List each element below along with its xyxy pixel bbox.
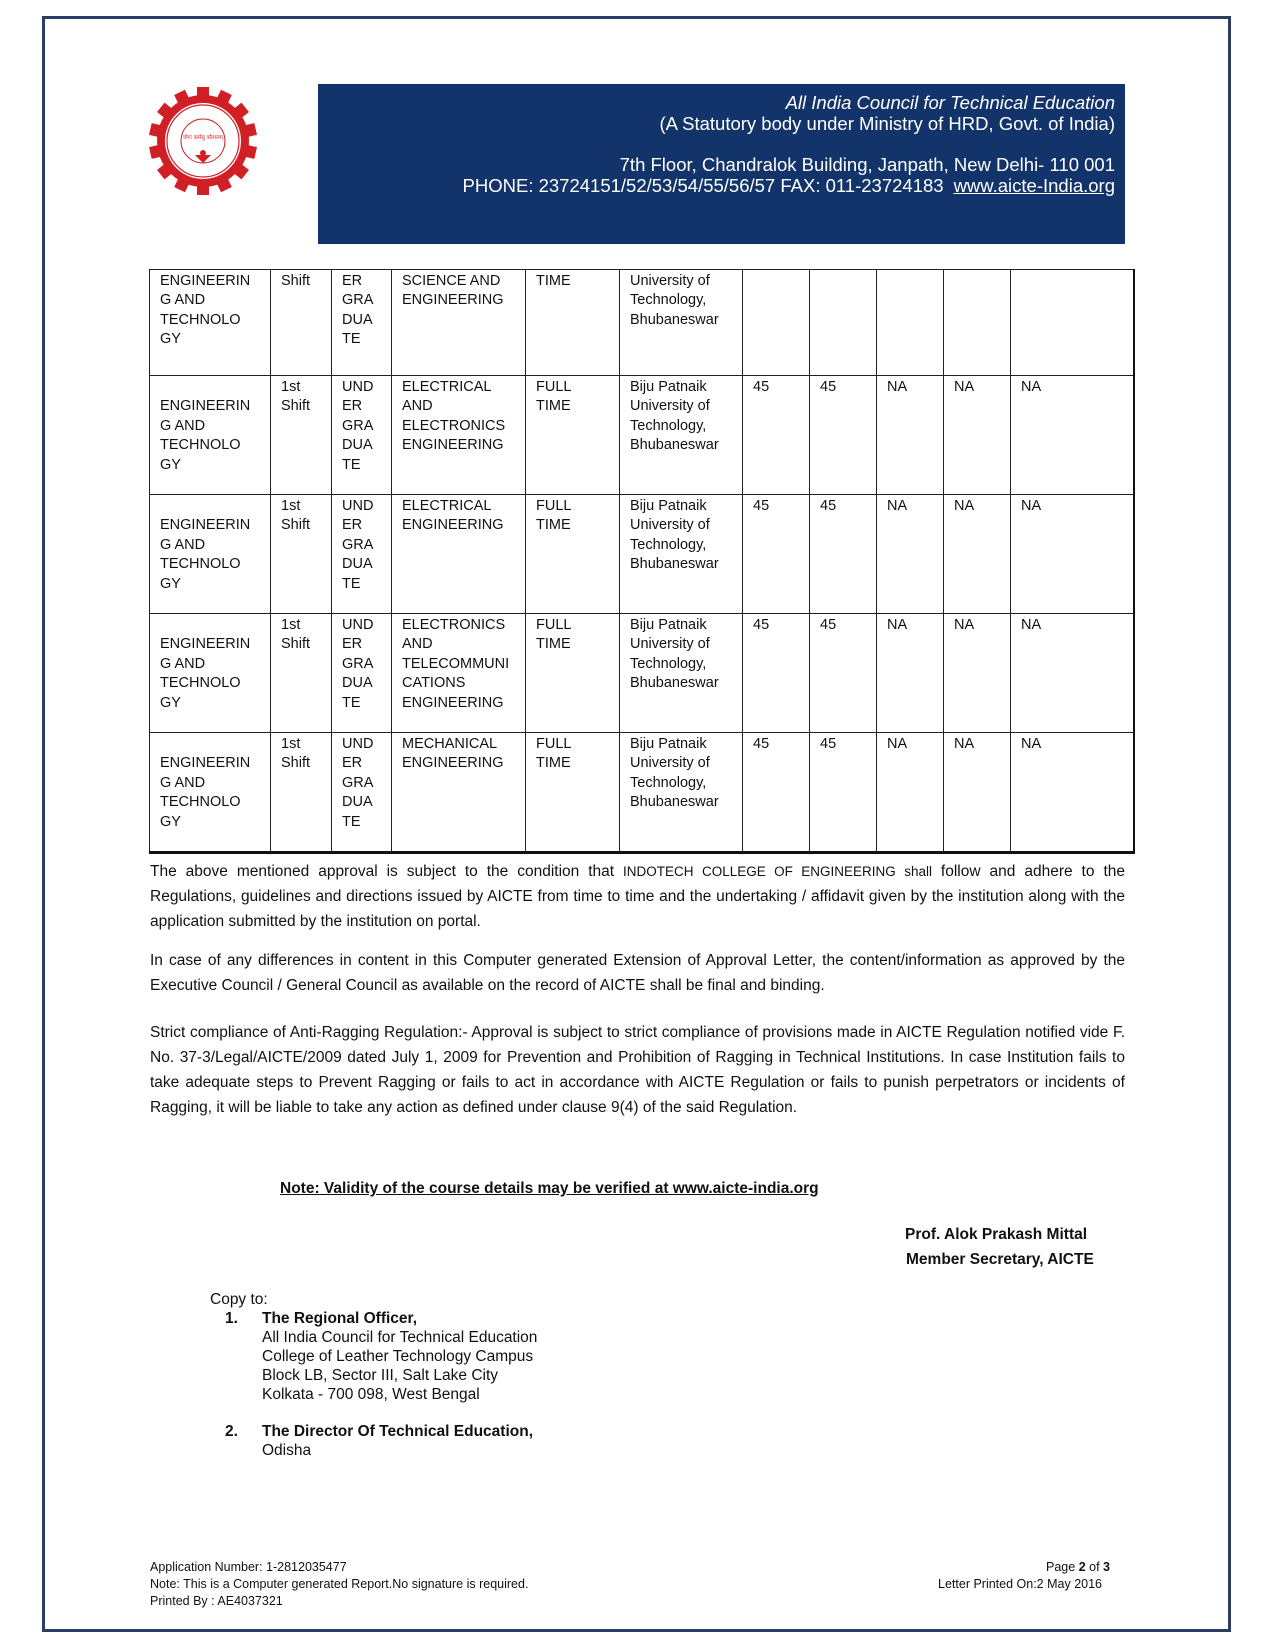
shift-cell: [271, 270, 332, 376]
cell-text: Technology,: [630, 655, 707, 672]
copy-to-item: [210, 1422, 537, 1460]
mode-cell: [526, 614, 620, 733]
application-number: Application Number: 1-2812035477: [150, 1560, 347, 1574]
cell-text: Shift: [281, 398, 311, 415]
org-contact: PHONE: 23724151/52/53/54/55/56/57 FAX: 011-23724183: [462, 175, 944, 196]
cell-text: Bhubaneswar: [630, 794, 719, 811]
cell-text: 1st: [281, 379, 301, 395]
course-table-body: [150, 270, 1135, 853]
value-cell: NA: [1011, 614, 1135, 733]
cell-text: CATIONS: [402, 675, 466, 692]
org-contact-line: [318, 175, 1115, 196]
cell-text: ELECTRONICS: [402, 417, 506, 434]
table-row: [150, 495, 1135, 614]
copy-to-title: The Regional Officer,: [262, 1310, 418, 1327]
cell-text: Technology,: [630, 536, 707, 553]
org-address: 7th Floor, Chandralok Building, Janpath, New Delhi- 110 001: [619, 154, 1115, 175]
cell-text: Bhubaneswar: [630, 311, 719, 328]
shift-cell: [271, 614, 332, 733]
cell-text: Biju Patnaik: [630, 379, 707, 395]
shift-cell: [271, 733, 332, 853]
value-cell: NA: [877, 733, 944, 853]
cell-text: ENGINEERIN: [160, 755, 251, 772]
cell-text: Technology,: [630, 417, 707, 434]
cell-text: ELECTRICAL: [402, 498, 492, 514]
cell-text: G AND: [160, 774, 206, 791]
value-cell: NA: [1011, 376, 1135, 495]
value-cell: [944, 270, 1011, 376]
cell-text: DUA: [342, 556, 373, 573]
value-cell: 45: [810, 614, 877, 733]
cell-text: ER: [342, 517, 363, 534]
cell-text: GY: [160, 456, 181, 473]
value-cell: [810, 270, 877, 376]
signatory-name: Prof. Alok Prakash Mittal: [905, 1226, 1088, 1243]
cell-text: SCIENCE AND: [402, 273, 501, 289]
cell-text: FULL: [536, 498, 572, 514]
cell-text: GY: [160, 694, 181, 711]
copy-to-line: Kolkata - 700 098, West Bengal: [262, 1386, 480, 1403]
value-cell: 45: [810, 733, 877, 853]
level-cell: [332, 495, 392, 614]
cell-text: UND: [342, 617, 374, 633]
mode-cell: [526, 376, 620, 495]
copy-to-item: [210, 1309, 537, 1404]
cell-text: ER: [342, 398, 363, 415]
cell-text: AND: [402, 636, 433, 653]
cell-text: TIME: [536, 636, 571, 653]
copy-to-number: 2.: [225, 1423, 238, 1440]
page-of: of: [1089, 1560, 1100, 1574]
university-cell: [620, 614, 743, 733]
cell-text: TE: [342, 331, 361, 348]
table-row: [150, 614, 1135, 733]
cell-text: ENGINEERIN: [160, 636, 251, 653]
org-status: (A Statutory body under Ministry of HRD, Govt. of India): [659, 113, 1115, 134]
cell-text: Bhubaneswar: [630, 556, 719, 573]
table-row: [150, 376, 1135, 495]
cell-text: GY: [160, 331, 181, 348]
cell-text: ELECTRICAL: [402, 379, 492, 395]
course-cell: [392, 733, 526, 853]
printed-by: Printed By : AE4037321: [150, 1594, 283, 1608]
value-cell: 45: [810, 376, 877, 495]
cell-text: Biju Patnaik: [630, 617, 707, 633]
cell-text: 1st: [281, 617, 301, 633]
cell-text: TE: [342, 813, 361, 830]
university-cell: [620, 733, 743, 853]
p1-text-before: The above mentioned approval is subject to the condition that: [150, 863, 624, 880]
copy-to-line: College of Leather Technology Campus: [262, 1348, 534, 1365]
program-cell: [150, 270, 271, 376]
cell-text: GRA: [342, 655, 374, 672]
cell-text: G AND: [160, 655, 206, 672]
cell-text: TIME: [536, 273, 571, 289]
copy-to-line: Odisha: [262, 1442, 312, 1459]
cell-text: TECHNOLO: [160, 556, 241, 573]
cell-text: TIME: [536, 517, 571, 534]
cell-text: Technology,: [630, 774, 707, 791]
cell-text: ENGINEERIN: [160, 398, 251, 415]
cell-text: University of: [630, 636, 710, 653]
cell-text: TE: [342, 456, 361, 473]
svg-text:योगः कर्मसु कौशलम्: योगः कर्मसु कौशलम्: [183, 135, 223, 141]
cell-text: FULL: [536, 379, 572, 395]
website-link[interactable]: www.aicte-India.org: [953, 175, 1115, 196]
cell-text: DUA: [342, 794, 373, 811]
value-cell: NA: [1011, 733, 1135, 853]
cell-text: Shift: [281, 273, 311, 289]
anti-ragging-paragraph: Strict compliance of Anti-Ragging Regulation:- Approval is subject to strict compliance of provisions made in AICTE Regulation notified vide F. No. 37-3/Legal/AICTE/2009 dated July 1, 2009 for Prevention and Prohibition of Ragging in Technical Institutions. In case Institution fails to take adequate steps to Prevent Ragging or fails to act in accordance with AICTE Regulation or fails to punish perpetrators or incidents of Ragging, it will be liable to take any action as defined under clause 9(4) of the said Regulation.: [150, 1024, 1125, 1116]
copy-to-number: 1.: [225, 1310, 238, 1327]
cell-text: AND: [402, 398, 433, 415]
cell-text: 1st: [281, 498, 301, 514]
copy-to-line: All India Council for Technical Education: [262, 1329, 538, 1346]
cell-text: ER: [342, 273, 363, 289]
shift-cell: [271, 376, 332, 495]
page-indicator: [938, 1559, 1110, 1576]
cell-text: Technology,: [630, 292, 707, 309]
computer-generated-note: Note: This is a Computer generated Report.No signature is required.: [150, 1577, 529, 1591]
program-cell: [150, 495, 271, 614]
cell-text: Biju Patnaik: [630, 736, 707, 752]
value-cell: [877, 270, 944, 376]
cell-text: Bhubaneswar: [630, 437, 719, 454]
cell-text: Shift: [281, 755, 311, 772]
copy-to-title: The Director Of Technical Education,: [262, 1423, 534, 1440]
cell-text: TECHNOLO: [160, 675, 241, 692]
cell-text: TE: [342, 694, 361, 711]
shift-cell: [271, 495, 332, 614]
level-cell: [332, 733, 392, 853]
footer-left: [150, 1559, 528, 1610]
university-cell: [620, 495, 743, 614]
value-cell: 45: [810, 495, 877, 614]
copy-to-label: Copy to:: [210, 1291, 268, 1308]
copy-to-line: Block LB, Sector III, Salt Lake City: [262, 1367, 499, 1384]
cell-text: ENGINEERING: [402, 694, 504, 711]
level-cell: [332, 614, 392, 733]
cell-text: University of: [630, 273, 710, 289]
value-cell: 45: [743, 614, 810, 733]
cell-text: ENGINEERIN: [160, 273, 251, 289]
value-cell: NA: [1011, 495, 1135, 614]
letter-printed-on: Letter Printed On:2 May 2016: [938, 1577, 1102, 1591]
cell-text: UND: [342, 379, 374, 395]
course-cell: [392, 614, 526, 733]
aicte-logo: [148, 86, 258, 196]
cell-text: 1st: [281, 736, 301, 752]
cell-text: ENGINEERING: [402, 517, 504, 534]
cell-text: Bhubaneswar: [630, 675, 719, 692]
cell-text: Biju Patnaik: [630, 498, 707, 514]
value-cell: NA: [944, 495, 1011, 614]
course-table: [149, 269, 1135, 854]
cell-text: G AND: [160, 292, 206, 309]
value-cell: [743, 270, 810, 376]
cell-text: TIME: [536, 398, 571, 415]
cell-text: GRA: [342, 774, 374, 791]
cell-text: UND: [342, 498, 374, 514]
value-cell: 45: [743, 495, 810, 614]
course-cell: [392, 270, 526, 376]
cell-text: G AND: [160, 417, 206, 434]
cell-text: TIME: [536, 755, 571, 772]
cell-text: UND: [342, 736, 374, 752]
cell-text: ELECTRONICS: [402, 617, 506, 633]
cell-text: TECHNOLO: [160, 437, 241, 454]
value-cell: NA: [944, 614, 1011, 733]
validity-note[interactable]: Note: Validity of the course details may be verified at www.aicte-india.org: [280, 1180, 819, 1197]
institution-name: INDOTECH COLLEGE OF ENGINEERING shall: [623, 864, 932, 879]
value-cell: 45: [743, 376, 810, 495]
cell-text: TE: [342, 575, 361, 592]
cell-text: ENGINEERING: [402, 292, 504, 309]
cell-text: University of: [630, 517, 710, 534]
cell-text: GRA: [342, 292, 374, 309]
program-cell: [150, 376, 271, 495]
program-cell: [150, 733, 271, 853]
cell-text: ENGINEERING: [402, 755, 504, 772]
header-banner: [318, 84, 1125, 244]
cell-text: TECHNOLO: [160, 794, 241, 811]
cell-text: GRA: [342, 417, 374, 434]
cell-text: GRA: [342, 536, 374, 553]
value-cell: NA: [877, 376, 944, 495]
page-label: Page: [1046, 1560, 1076, 1574]
value-cell: NA: [944, 733, 1011, 853]
page-total: 3: [1103, 1560, 1110, 1574]
cell-text: University of: [630, 398, 710, 415]
approval-condition-paragraph: [150, 859, 1125, 934]
p1-text-after: follow and adhere to the Regulations, guidelines and directions issued by AICTE from time to time and the undertaking / affidavit given by the institution along with the application submitted by the institution on portal.: [150, 863, 1125, 930]
cell-text: TELECOMMUNI: [402, 655, 510, 672]
course-cell: [392, 376, 526, 495]
value-cell: NA: [944, 376, 1011, 495]
program-cell: [150, 614, 271, 733]
signatory-title: Member Secretary, AICTE: [906, 1251, 1094, 1268]
value-cell: [1011, 270, 1135, 376]
cell-text: FULL: [536, 617, 572, 633]
footer-right: [938, 1559, 1110, 1593]
table-row: [150, 270, 1135, 376]
differences-paragraph: In case of any differences in content in this Computer generated Extension of Approval Letter, the content/information as approved by the Executive Council / General Council as available on the record of AICTE shall be final and binding.: [150, 952, 1125, 994]
value-cell: NA: [877, 614, 944, 733]
cell-text: DUA: [342, 311, 373, 328]
cell-text: ER: [342, 636, 363, 653]
page-current: 2: [1078, 1560, 1086, 1574]
cell-text: Shift: [281, 517, 311, 534]
level-cell: [332, 270, 392, 376]
table-row: [150, 733, 1135, 853]
cell-text: ENGINEERING: [402, 437, 504, 454]
course-cell: [392, 495, 526, 614]
cell-text: G AND: [160, 536, 206, 553]
cell-text: GY: [160, 813, 181, 830]
university-cell: [620, 270, 743, 376]
cell-text: FULL: [536, 736, 572, 752]
mode-cell: [526, 270, 620, 376]
cell-text: University of: [630, 755, 710, 772]
cell-text: MECHANICAL: [402, 736, 498, 752]
cell-text: Shift: [281, 636, 311, 653]
mode-cell: [526, 733, 620, 853]
cell-text: DUA: [342, 675, 373, 692]
university-cell: [620, 376, 743, 495]
cell-text: TECHNOLO: [160, 311, 241, 328]
cell-text: GY: [160, 575, 181, 592]
cell-text: ER: [342, 755, 363, 772]
cell-text: ENGINEERIN: [160, 517, 251, 534]
signature-block: [905, 1222, 1094, 1272]
value-cell: 45: [743, 733, 810, 853]
org-name: All India Council for Technical Education: [785, 92, 1115, 113]
level-cell: [332, 376, 392, 495]
value-cell: NA: [877, 495, 944, 614]
copy-to-section: [210, 1290, 537, 1460]
mode-cell: [526, 495, 620, 614]
cell-text: DUA: [342, 437, 373, 454]
